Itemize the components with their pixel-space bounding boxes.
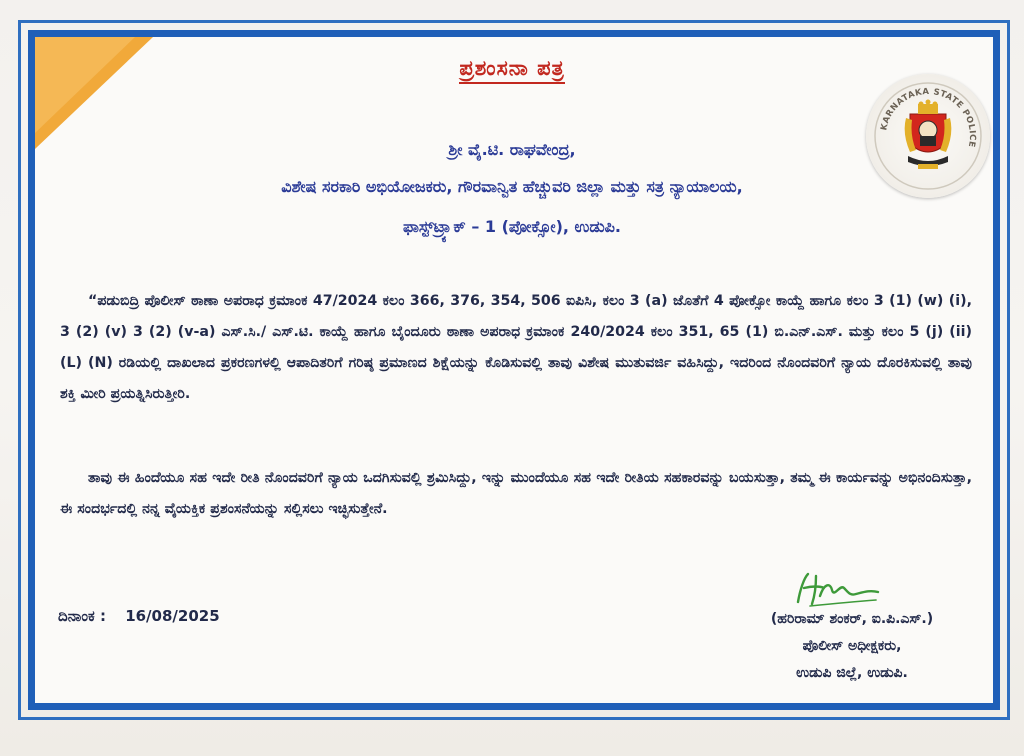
handwritten-signature-icon — [790, 566, 886, 614]
certificate-title: ಪ್ರಶಂಸನಾ ಪತ್ರ — [0, 56, 1024, 81]
body-paragraph-1 — [60, 286, 972, 410]
recipient-court: ಫಾಸ್ಟ್‌ಟ್ರ್ಯಾಕ್ – 1 (ಪೋಕ್ಸೋ), ಉಡುಪಿ. — [402, 217, 621, 236]
body-paragraph-2 — [60, 463, 972, 525]
svg-text:KARNATAKA STATE POLICE: KARNATAKA STATE POLICE — [879, 86, 978, 149]
signatory-location: ಉಡುಪಿ ಜಿಲ್ಲೆ, ಉಡುಪಿ. — [796, 665, 908, 681]
date-value: 16/08/2025 — [125, 607, 220, 625]
recipient-name: ಶ್ರೀ ವೈ.ಟಿ. ರಾಘವೇಂದ್ರ, — [448, 140, 576, 159]
recipient-designation: ವಿಶೇಷ ಸರಕಾರಿ ಅಭಿಯೋಜಕರು, ಗೌರವಾನ್ವಿತ ಹೆಚ್ಚುವರಿ ಜಿಲ್ಲಾ ಮತ್ತು ಸತ್ರ ನ್ಯಾಯಾಲಯ, — [281, 177, 743, 196]
karnataka-state-police-emblem-icon — [866, 74, 990, 198]
signatory-name: (ಹರಿರಾಮ್ ಶಂಕರ್, ಐ.ಪಿ.ಎಸ್.) — [770, 611, 934, 627]
date-label: ದಿನಾಂಕ : — [58, 607, 106, 625]
body-paragraph-2-text: ತಾವು ಈ ಹಿಂದೆಯೂ ಸಹ ಇದೇ ರೀತಿ ನೊಂದವರಿಗೆ ನ್ಯಾಯ ಒದಗಿಸುವಲ್ಲಿ ಶ್ರಮಿಸಿದ್ದು, ಇನ್ನು ಮುಂದೆಯೂ ಸಹ ಇದೇ ರೀತಿಯ ಸಹಕಾರವನ್ನು ಬಯಸುತ್ತಾ, ತಮ್ಮ ಈ ಕಾರ್ಯವನ್ನು ಅಭಿನಂದಿಸುತ್ತಾ, ಈ ಸಂದರ್ಭದಲ್ಲಿ ನನ್ನ ವೈಯಕ್ತಿಕ ಪ್ರಶಂಸನೆಯನ್ನು ಸಲ್ಲಿಸಲು ಇಚ್ಛಿಸುತ್ತೇನೆ. — [60, 470, 972, 517]
body-paragraph-1-text: “ಪಡುಬಿದ್ರಿ ಪೊಲೀಸ್ ಠಾಣಾ ಅಪರಾಧ ಕ್ರಮಾಂಕ 47/2024 ಕಲಂ 366, 376, 354, 506 ಐಪಿಸಿ, ಕಲಂ 3 (a) ಜೊತೆಗೆ 4 ಪೋಕ್ಸೋ ಕಾಯ್ದೆ ಹಾಗೂ ಕಲಂ 3 (1) (w) (i), 3 (2) (v) 3 (2) (v-a) ಎಸ್.ಸಿ./ ಎಸ್.ಟಿ. ಕಾಯ್ದೆ ಹಾಗೂ ಬೈಂದೂರು ಠಾಣಾ ಅಪರಾಧ ಕ್ರಮಾಂಕ 240/2024 ಕಲಂ 351, 65 (1) ಬಿ.ಎನ್.ಎಸ್. ಮತ್ತು ಕಲಂ 5 (j) (ii) (L) (N) ರಡಿಯಲ್ಲಿ ದಾಖಲಾದ ಪ್ರಕರಣಗಳಲ್ಲಿ ಆಪಾದಿತರಿಗೆ ಗರಿಷ್ಠ ಪ್ರಮಾಣದ ಶಿಕ್ಷೆಯನ್ನು ಕೊಡಿಸುವಲ್ಲಿ ತಾವು ವಿಶೇಷ ಮುತುವರ್ಜಿ ವಹಿಸಿದ್ದು, ಇದರಿಂದ ನೊಂದವರಿಗೆ ನ್ಯಾಯ ದೊರಕಿಸುವಲ್ಲಿ ತಾವು ಶಕ್ತಿ ಮೀರಿ ಪ್ರಯತ್ನಿಸಿರುತ್ತೀರಿ. — [60, 293, 972, 402]
signatory-designation: ಪೊಲೀಸ್ ಅಧೀಕ್ಷಕರು, — [802, 638, 902, 654]
corner-ribbon-highlight — [35, 37, 135, 133]
date-line — [58, 607, 220, 625]
